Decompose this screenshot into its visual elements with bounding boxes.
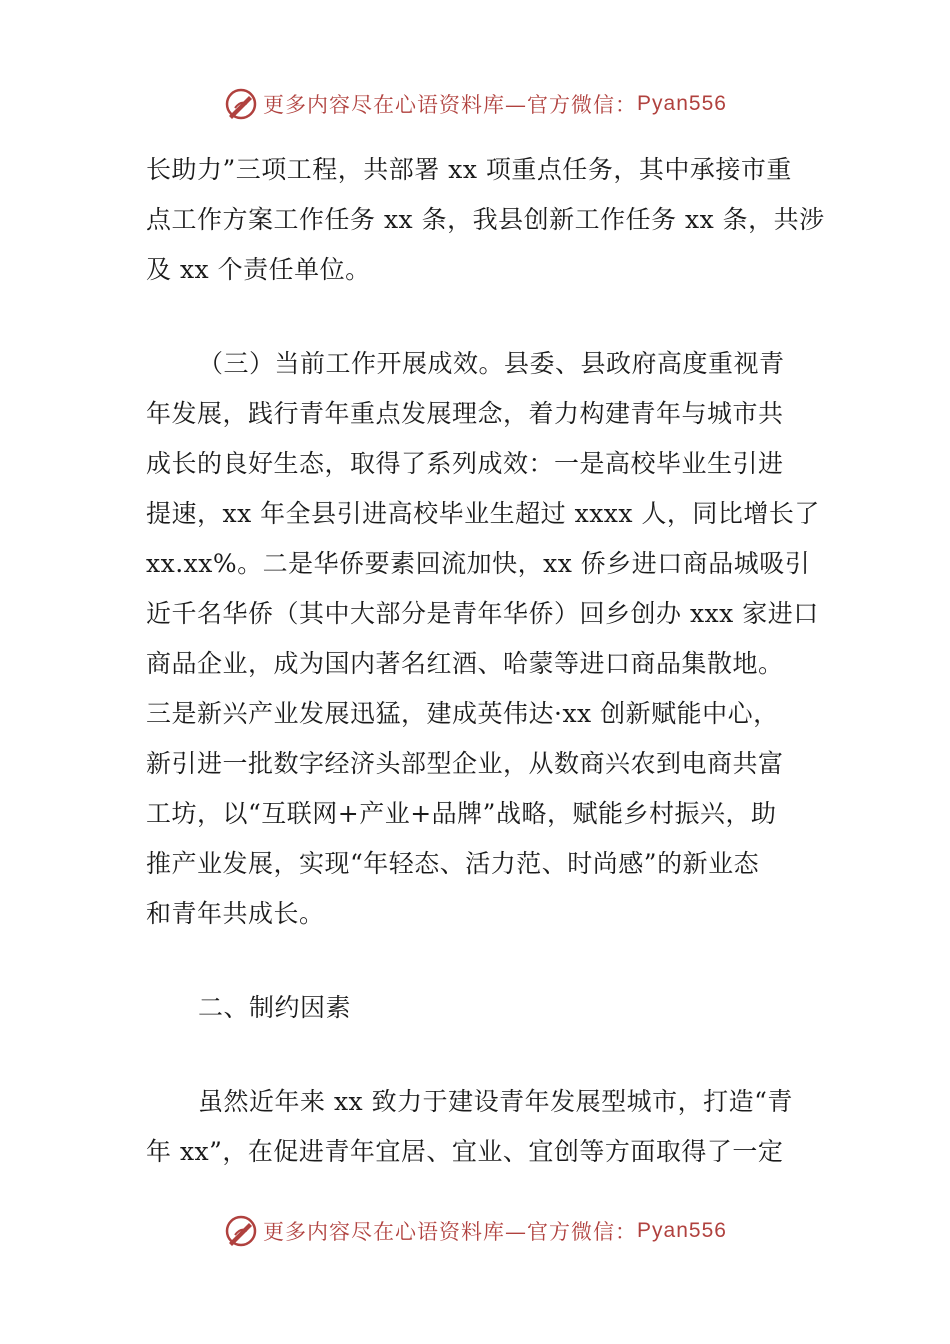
text-line: 年 xx”，在促进青年宜居、宜业、宜创等方面取得了一定: [146, 1137, 784, 1166]
banner-text: 更多内容尽在心语资料库—官方微信：: [263, 1220, 638, 1244]
text-line: 成长的良好生态，取得了系列成效：一是高校毕业生引进: [146, 449, 784, 478]
text-line: 三是新兴产业发展迅猛，建成英伟达·xx 创新赋能中心，: [146, 699, 779, 728]
pen-circle-logo-icon: [223, 1213, 259, 1249]
header-banner: [0, 82, 950, 126]
document-body: [146, 145, 825, 1177]
text-line: 工坊，以“互联网+产业+品牌”战略，赋能乡村振兴，助: [146, 799, 777, 828]
text-line: 提速，xx 年全县引进高校毕业生超过 xxxx 人，同比增长了: [146, 499, 820, 528]
text-line: xx.xx%。二是华侨要素回流加快，xx 侨乡进口商品城吸引: [146, 549, 811, 578]
footer-banner: [0, 1209, 950, 1253]
text-line: 及 xx 个责任单位。: [146, 255, 371, 284]
text-line: （三）当前工作开展成效。县委、县政府高度重视青: [198, 349, 785, 378]
text-line: 近千名华侨（其中大部分是青年华侨）回乡创办 xxx 家进口: [146, 599, 819, 628]
pen-circle-logo-icon: [223, 86, 259, 122]
text-line: 推产业发展，实现“年轻态、活力范、时尚感”的新业态: [146, 849, 760, 878]
banner-wechat-id: Pyan556: [637, 1219, 727, 1242]
banner-text: 更多内容尽在心语资料库—官方微信：: [263, 93, 638, 117]
text-line: 和青年共成长。: [146, 899, 325, 928]
text-line: 新引进一批数字经济头部型企业，从数商兴农到电商共富: [146, 749, 784, 778]
text-line: 商品企业，成为国内著名红酒、哈蒙等进口商品集散地。: [146, 649, 784, 678]
text-line: 年发展，践行青年重点发展理念，着力构建青年与城市共: [146, 399, 784, 428]
text-line: 虽然近年来 xx 致力于建设青年发展型城市，打造“青: [198, 1087, 793, 1116]
text-line: 长助力”三项工程，共部署 xx 项重点任务，其中承接市重: [146, 155, 792, 184]
section-heading: 二、制约因素: [198, 993, 352, 1022]
text-line: 点工作方案工作任务 xx 条，我县创新工作任务 xx 条，共涉: [146, 205, 825, 234]
banner-wechat-id: Pyan556: [637, 92, 727, 115]
